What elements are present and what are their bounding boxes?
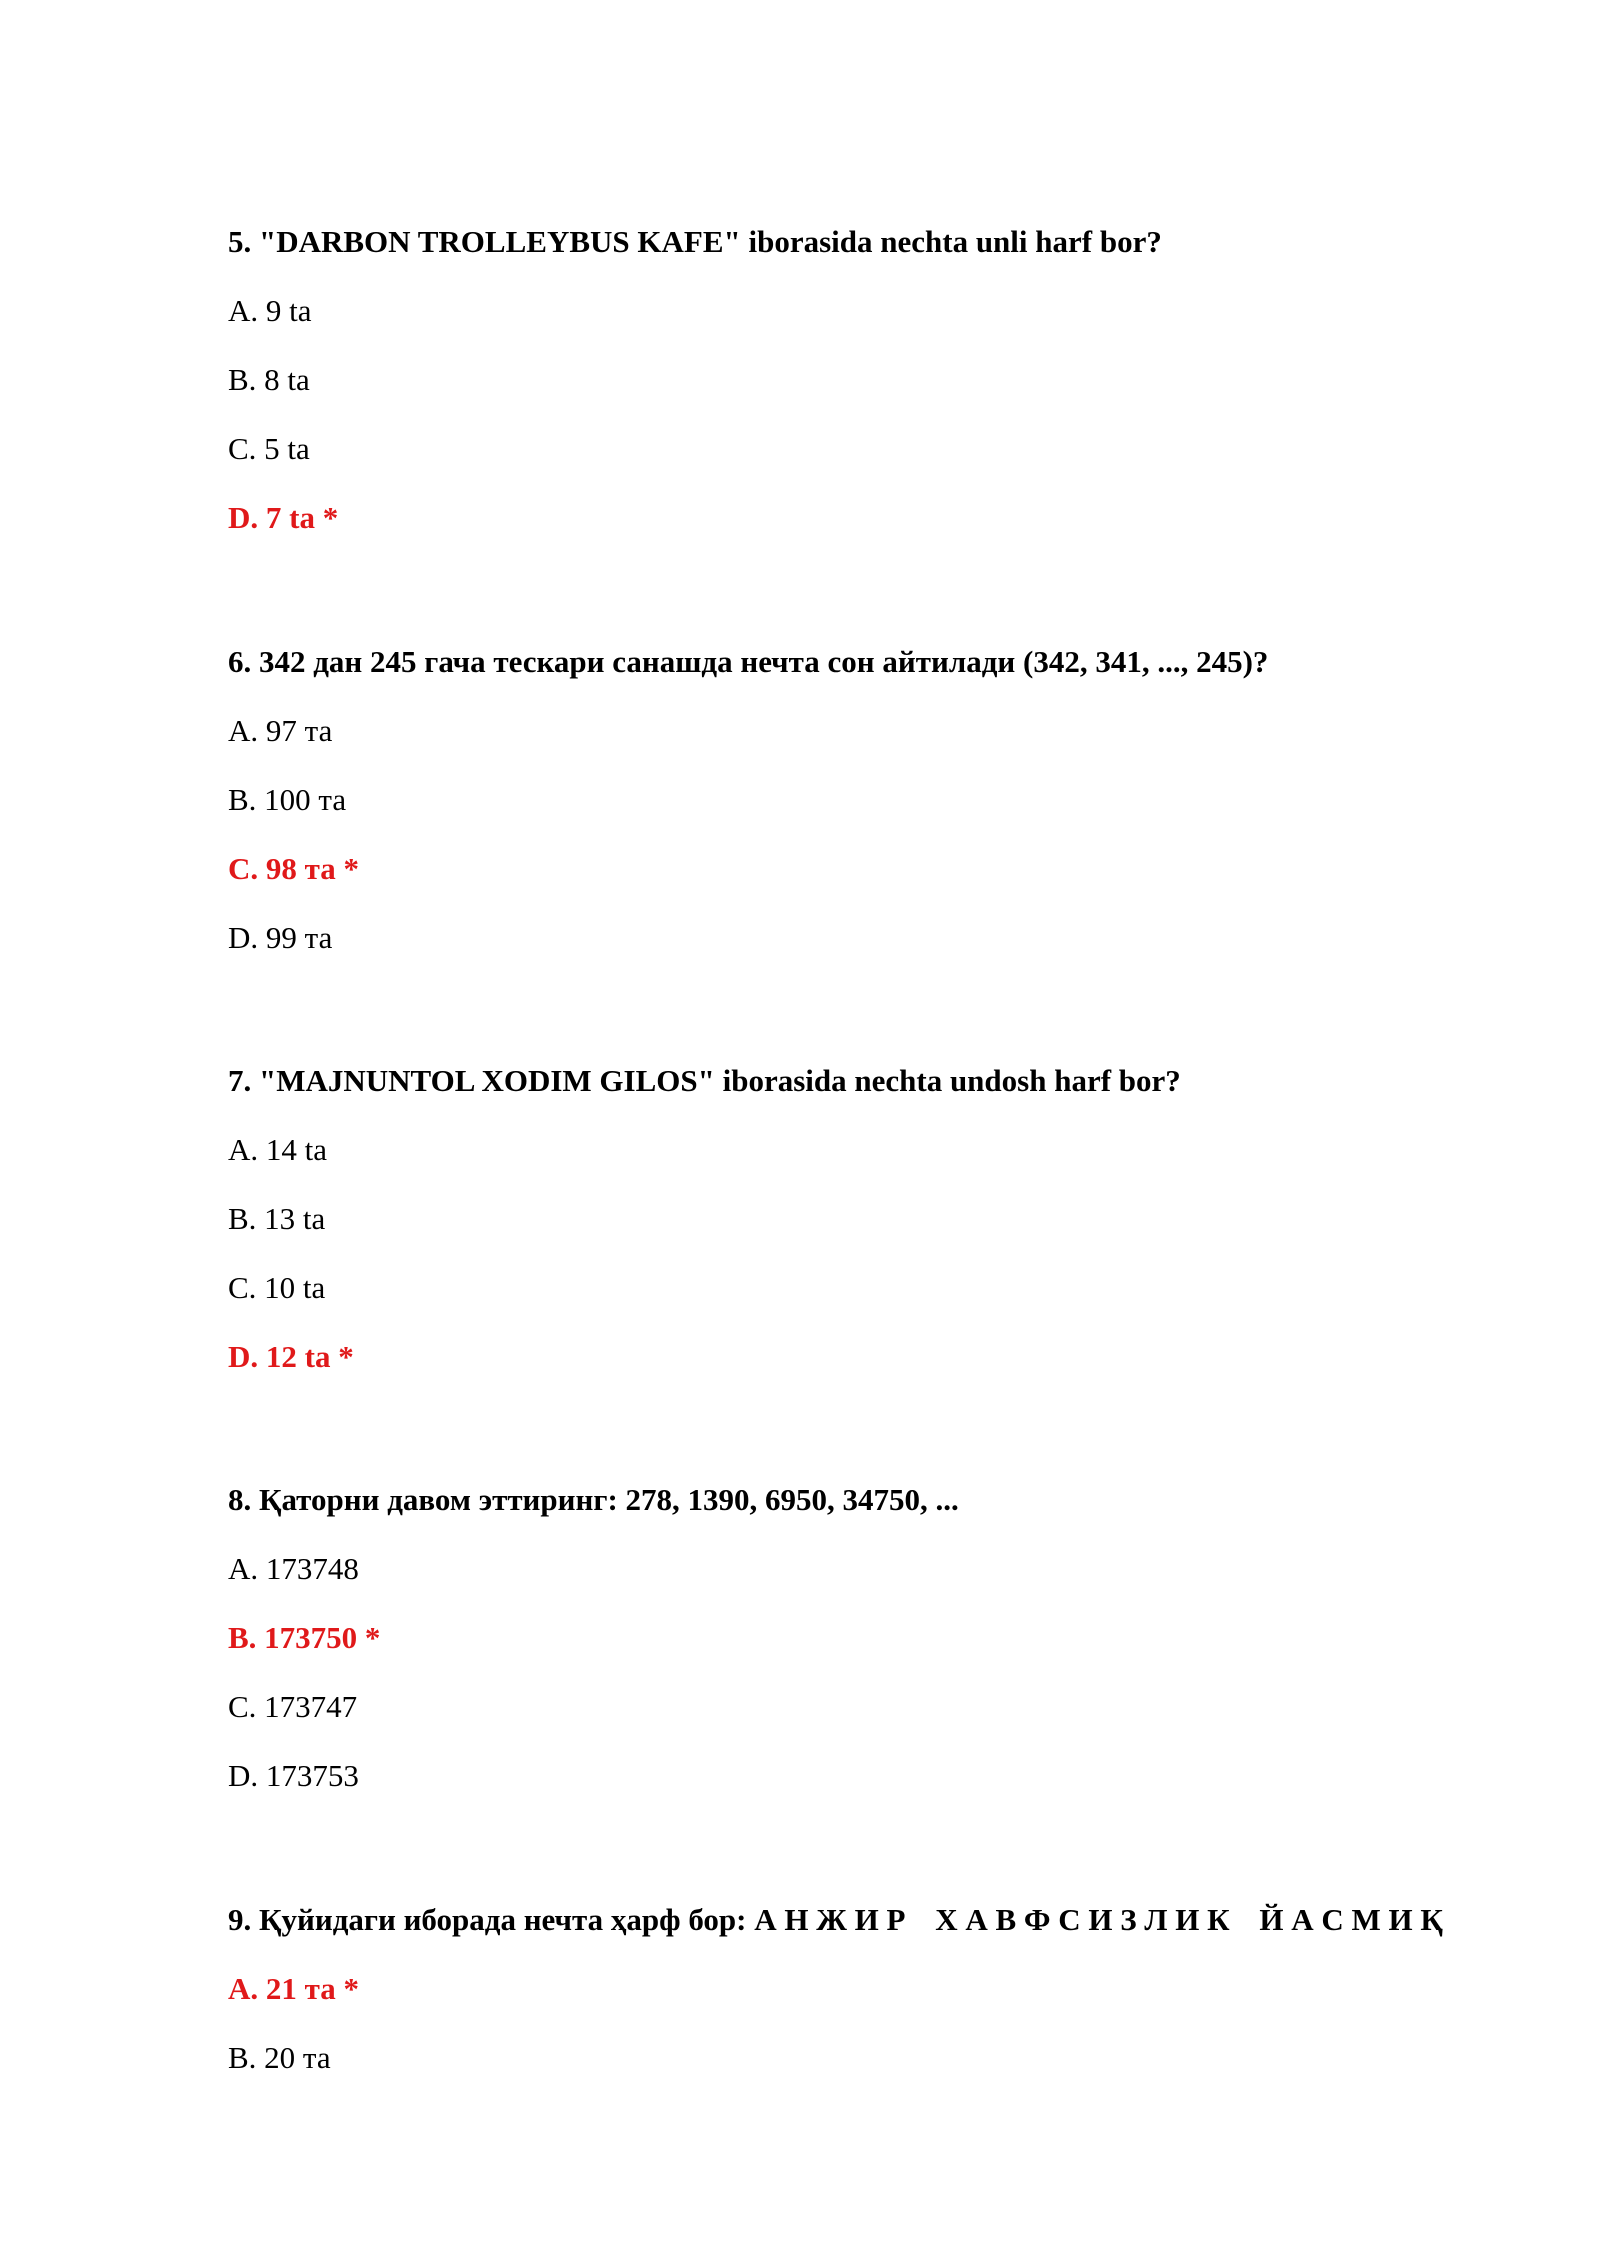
question-9-option-a-correct: A. 21 та * <box>228 1971 359 2006</box>
question-6-option-c-correct: C. 98 та * <box>228 851 359 886</box>
question-8-option-c: C. 173747 <box>228 1689 358 1724</box>
question-9-word-1: А Н Ж И Р <box>754 1902 906 1937</box>
question-8-option-a: A. 173748 <box>228 1551 359 1586</box>
question-5-option-b: B. 8 ta <box>228 362 310 397</box>
question-5-option-d-correct: D. 7 ta * <box>228 500 339 535</box>
question-6-title: 6. 342 дан 245 гача тескари санашда нечта сон айтилади (342, 341, ..., 245)? <box>228 644 1269 679</box>
question-7-option-a: A. 14 ta <box>228 1132 328 1167</box>
question-5-option-a: A. 9 ta <box>228 293 312 328</box>
question-9-title <box>228 1902 1568 1938</box>
question-7 <box>228 1063 1568 1375</box>
question-6-option-a: A. 97 та <box>228 713 333 748</box>
question-7-option-c: C. 10 ta <box>228 1270 326 1305</box>
question-6-option-b: B. 100 та <box>228 782 347 817</box>
question-9-option-b: B. 20 та <box>228 2040 331 2075</box>
question-8-option-b-correct: B. 173750 * <box>228 1620 381 1655</box>
question-5-title: 5. "DARBON TROLLEYBUS KAFE" iborasida nechta unli harf bor? <box>228 224 1162 259</box>
question-7-title: 7. "MAJNUNTOL XODIM GILOS" iborasida nechta undosh harf bor? <box>228 1063 1181 1098</box>
question-5-option-c: C. 5 ta <box>228 431 310 466</box>
question-9-word-2: Х А В Ф С И З Л И К <box>935 1902 1230 1937</box>
question-9-prompt: 9. Қуйидаги иборада нечта ҳарф бор: <box>228 1902 747 1937</box>
question-8-title: 8. Қаторни давом эттиринг: 278, 1390, 6950, 34750, ... <box>228 1482 959 1517</box>
question-8 <box>228 1482 1568 1794</box>
question-5 <box>228 224 1568 536</box>
question-7-option-b: B. 13 ta <box>228 1201 326 1236</box>
question-6-option-d: D. 99 та <box>228 920 333 955</box>
question-9 <box>228 1902 1568 2076</box>
question-8-option-d: D. 173753 <box>228 1758 359 1793</box>
question-9-word-3: Й А С М И Қ <box>1259 1902 1443 1937</box>
question-7-option-d-correct: D. 12 ta * <box>228 1339 354 1374</box>
question-6 <box>228 644 1568 956</box>
